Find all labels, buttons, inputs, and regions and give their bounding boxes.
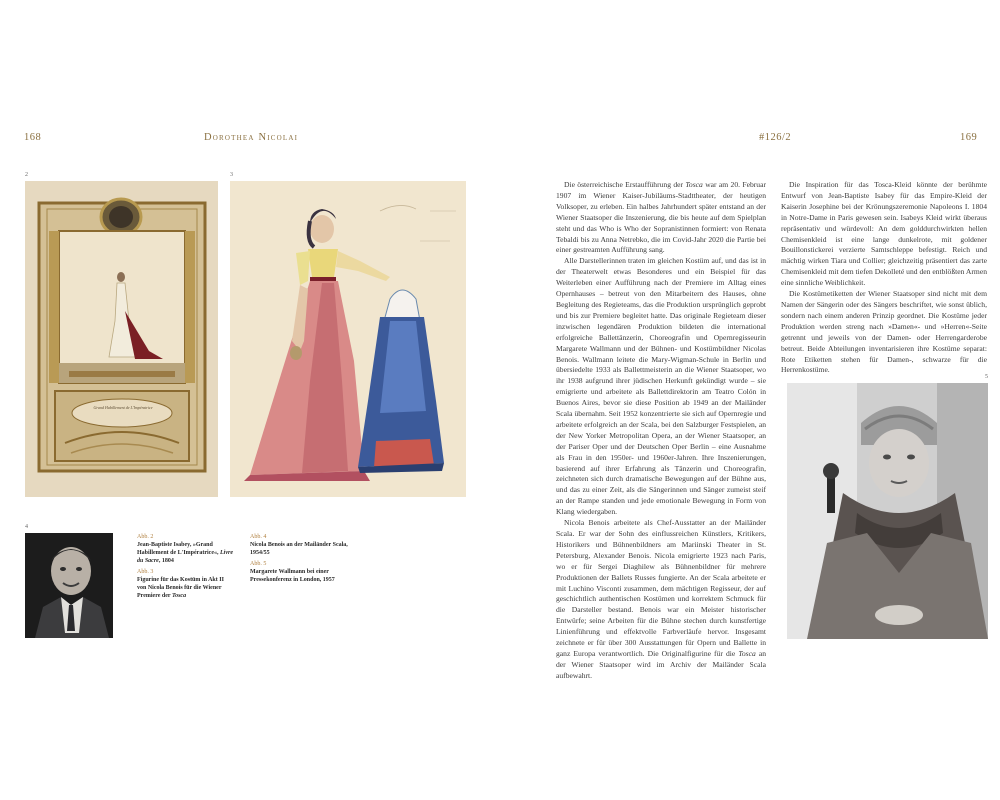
figure-2-number: 2 xyxy=(25,172,28,178)
benois-figurine-image xyxy=(230,181,466,497)
caption-abb-5-label: Abb. 5 xyxy=(250,561,267,567)
col1-paragraph-1: Die österreichische Erstaufführung der Tosca war am 20. Februar 1907 im Wiener Kaiser-Jubiläums-Stadttheater, der heutigen Volksoper, zu erleben. Ein halbes Jahrhundert später entstand an der Wiener Staatsoper die Inszenierung, die bis heute auf dem Spielplan steht und das Who is Who der Sopranistinnen formiert: von Renata Tebaldi bis zu Anna Netrebko, die im Covid-Jahr 2020 die Partie bei einer gestreamten Aufführung sang. xyxy=(556,180,766,255)
engraving-inscription: Grand Habillement de L'Impératrice xyxy=(93,405,153,410)
figure-4-number: 4 xyxy=(25,524,28,530)
caption-abb-4-label: Abb. 4 xyxy=(250,534,267,540)
right-page-number: 169 xyxy=(960,132,978,143)
caption-abb-5-text: Margarete Wallmann bei einer Pressekonferenz in London, 1957 xyxy=(250,569,335,583)
caption-block-right xyxy=(250,533,350,587)
left-page-number: 168 xyxy=(24,132,42,143)
caption-abb-3-text: Figurine für das Kostüm in Akt II von Nicola Benois für die Wiener Premiere der Tosca xyxy=(137,577,224,599)
running-head-author: Dorothea Nicolai xyxy=(204,132,299,143)
isabey-engraving-image xyxy=(25,181,218,497)
caption-abb-3-label: Abb. 3 xyxy=(137,569,154,575)
col2-paragraph-1: Die Inspiration für das Tosca-Kleid könnte der berühmte Entwurf von Jean-Baptiste Isabey für das Empire-Kleid der Kaiserin Josephine bei der Krönungszeremonie Napoleons I. 1804 in Notre-Dame in Paris gewesen sein. Isabeys Kleid wirkt überaus repräsentativ und würdevoll: An dem golddurchwirkten hellen Chemisenkleid ist eine lange dunkelrote, mit goldener Bouillonstickerei verzierte Samtschleppe befestigt. Reich und mächtig wirken Tiara und Collier; gleichzeitig präsentiert das zarte Chemisenkleid mit dem tiefen Dekolleté und den entblößten Armen eine sinnliche Weiblichkeit. xyxy=(781,180,987,288)
nicola-benois-photo xyxy=(25,533,113,638)
col1-paragraph-2: Alle Darstellerinnen traten im gleichen Kostüm auf, und das ist in der Theaterwelt etwas Besonderes und ein Beispiel für das Weiterleben einer Aufführung nach der Premiere im Alltag eines Opernhauses – betreut von den Mitarbeitern des Hauses, ohne Begleitung des Regieteams, das die Produktion ursprünglich geprobt und bis zur Premiere begleitet hatte. Das originale Regieteam dieser inzwischen legendären Produktion bildeten die international erfolgreiche Ballettänzerin, Choreografin und Opernregisseurin Margarete Wallmann und der Bühnen- und Kostümbildner Nicolas Benois. Wallmann leitete die Mary-Wigman-Schule in Berlin und übersiedelte 1933 als Ballettmeisterin an die Wiener Staatsoper, wo ihr 1938 aufgrund ihrer jüdischen Herkunft gekündigt wurde – sie emigrierte und arbeitete als Ballettdirektorin am Teatro Colón in Buenos Aires, bevor sie diese Position ab 1949 an der Mailänder Scala übernahm. Seit 1952 konzentrierte sie sich auf Opernregie und arbeitete erfolgreich an der Scala, bei den Salzburger Festspielen, an der New Yorker Metropolitan Opera, an der Wiener Staatsoper, an der Pariser Oper und der Deutschen Oper Berlin – eine Ausnahme als Frau in den 1950er- und 1960er-Jahren. Ihre Inszenierungen, basierend auf ihrer Erfahrung als Tänzerin und Choreografin, zeichneten sich durch dramatische Bewegungen auf der Bühne aus, und das zu einer Zeit, als die Sängerinnen und Sänger zumeist steif an der Rampe standen und jede emotionale Bewegung in Form von Klang wiedergaben. xyxy=(556,256,766,517)
col2-paragraph-2: Die Kostümetiketten der Wiener Staatsoper sind nicht mit dem Namen der Sängerin oder des Sängers beschriftet, wie sonst üblich, sondern nach einem anderen Prinzip geordnet. Die Kostüme jeder Produktion werden streng nach »Damen«- und »Herren«-Seite getrennt und jeweils von der Damen- oder Herrengarderobe betreut. Beide Abteilungen inventarisieren ihre Kostüme separat: Rote Etiketten stehen für Damen-, schwarze für die Herrenkostüme. xyxy=(781,289,987,375)
figure-3-number: 3 xyxy=(230,172,233,178)
article-column-2 xyxy=(781,180,987,376)
article-column-1 xyxy=(556,180,766,682)
caption-abb-4-text: Nicola Benois an der Mailänder Scala, 1954/55 xyxy=(250,542,348,556)
running-head-issue: #126/2 xyxy=(759,132,792,143)
figure-5-number: 5 xyxy=(985,374,988,380)
caption-abb-2-text: Jean-Baptiste Isabey, »Grand Habillement de L'Impératrice«, Livre du Sacre, 1804 xyxy=(137,542,233,564)
margarete-wallmann-photo xyxy=(787,383,988,639)
caption-block-left xyxy=(137,533,233,603)
caption-abb-2-label: Abb. 2 xyxy=(137,534,154,540)
col1-paragraph-3: Nicola Benois arbeitete als Chef-Ausstatter an der Mailänder Scala. Er war der Sohn des einflussreichen Künstlers, Kritikers, Historikers und Bühnenbildners am Mariinski Theater in St. Petersburg, Alexander Benois. Nicola emigrierte 1923 nach Paris, wo er für Sergei Diaghilew als Bühnenbildner für mehrere Produktionen der Ballets Russes fungierte. An der Scala arbeitete er mit Luchino Visconti zusammen, dem mächtigen Regisseur, der auf geschichtlich authentischen Kostümen und korrektem Schmuck für die Darsteller bestand. Benois war ein Meister historischer Entwürfe; seine Arbeiten für die Bühne stechen durch kunstfertige Linienführung und effektvolle Farbverläufe hervor. Insgesamt zeichnete er für über 300 Ausstattungen für Opern und Ballette in ganz Europa verantwortlich. Die Originalfigurine für die Tosca an der Wiener Staatsoper wird im Archiv der Mailänder Scala aufbewahrt. xyxy=(556,518,766,680)
